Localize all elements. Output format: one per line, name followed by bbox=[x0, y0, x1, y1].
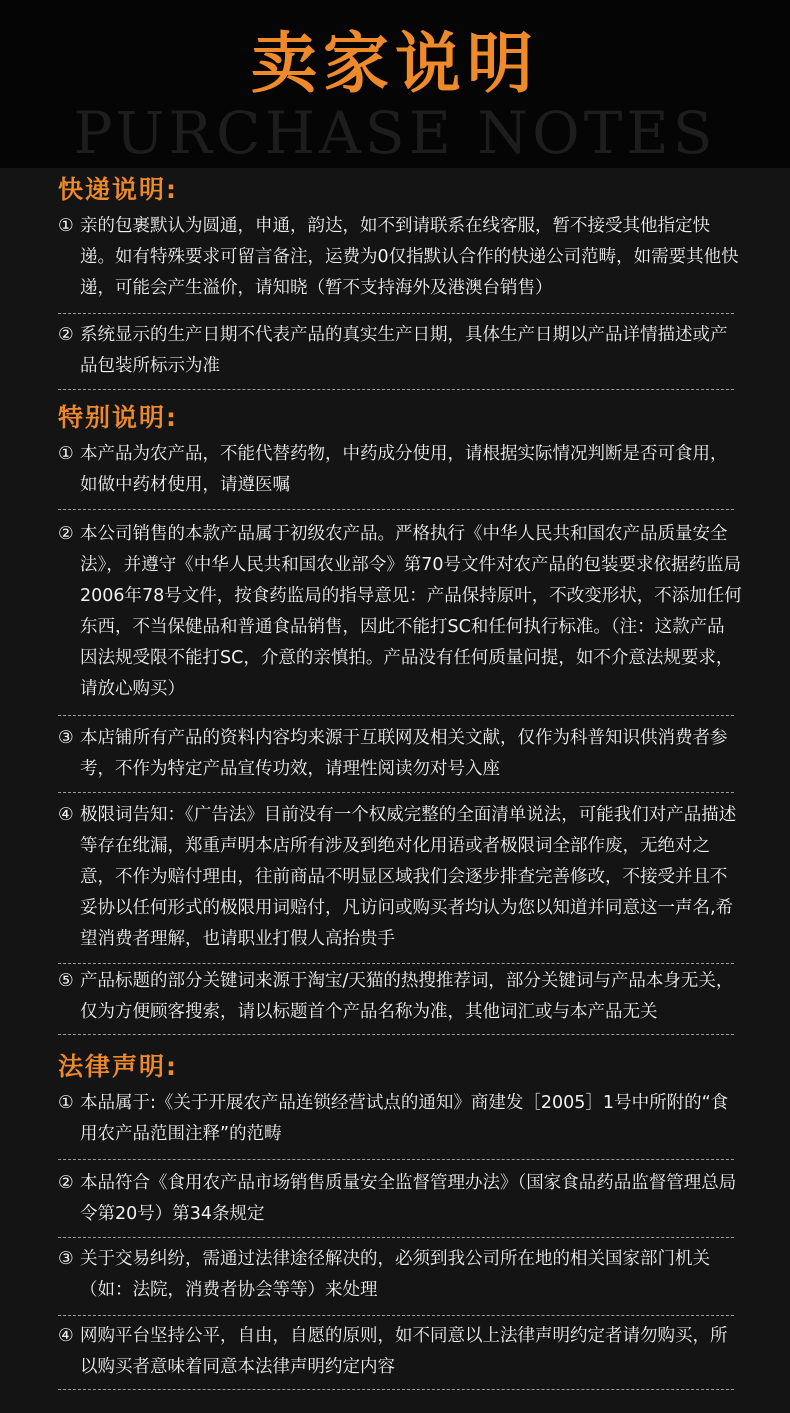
item-text: 产品标题的部分关键词来源于淘宝/天猫的热搜推荐词，部分关键词与产品本身无关，仅为方便顾客搜索，请以标题首个产品名称为准，其他词汇或与本产品无关 bbox=[80, 971, 734, 1022]
item-number: ③ bbox=[58, 728, 74, 748]
divider bbox=[58, 389, 734, 390]
divider bbox=[58, 792, 734, 793]
item-number: ④ bbox=[58, 1326, 74, 1346]
item-text: 系统显示的生产日期不代表产品的真实生产日期，具体生产日期以产品详情描述或产品包装所标示为准 bbox=[80, 325, 728, 376]
item-number: ⑤ bbox=[58, 971, 74, 991]
divider bbox=[58, 963, 734, 964]
header-banner bbox=[0, 0, 790, 168]
page-title: 卖家说明 bbox=[251, 25, 539, 102]
item-number: ③ bbox=[58, 1249, 74, 1269]
divider bbox=[58, 1315, 734, 1316]
item-number: ② bbox=[58, 325, 74, 345]
item-number: ② bbox=[58, 524, 74, 544]
item-text: 关于交易纠纷，需通过法律途径解决的，必须到我公司所在地的相关国家部门机关（如：法院，消费者协会等等）来处理 bbox=[80, 1249, 710, 1300]
divider bbox=[58, 1159, 734, 1160]
divider bbox=[58, 1237, 734, 1238]
header-subtitle: PURCHASE NOTES bbox=[73, 99, 717, 167]
item-number: ④ bbox=[58, 805, 74, 825]
item-text: 网购平台坚持公平，自由，自愿的原则，如不同意以上法律声明约定者请勿购买，所以购买者意味着同意本法律声明约定内容 bbox=[80, 1326, 728, 1377]
item-text: 本品属于:《关于开展农产品连锁经营试点的通知》商建发［2005］1号中所附的“食用农产品范围注释”的范畴 bbox=[80, 1093, 729, 1144]
item-number: ① bbox=[58, 216, 74, 236]
item-text: 本品符合《食用农产品市场销售质量安全监督管理办法》（国家食品药品监督管理总局令第20号）第34条规定 bbox=[80, 1173, 737, 1224]
divider bbox=[58, 1034, 734, 1035]
item-number: ① bbox=[58, 444, 74, 464]
item-text: 本公司销售的本款产品属于初级农产品。严格执行《中华人民共和国农产品质量安全法》，并遵守《中华人民共和国农业部令》第70号文件对农产品的包装要求依据药监局2006年78号文件，按食药监局的指导意见：产品保持原叶，不改变形状，不添加任何东西，不当保健品和普通食品销售，因此不能打SC和任何执行标准。（注：这款产品因法规受限不能打SC，介意的亲慎拍。产品没有任何质量问提，如不介意法规要求，请放心购买） bbox=[80, 524, 742, 699]
item-text: 极限词告知：《广告法》目前没有一个权威完整的全面清单说法，可能我们对产品描述等存在纰漏，郑重声明本店所有涉及到绝对化用语或者极限词全部作废，无绝对之意，不作为赔付理由，往前商品不明显区域我们会逐步排查完善修改，不接受并且不妥协以任何形式的极限用词赔付，凡访问或购买者均认为您以知道并同意这一声名,希望消费者理解，也请职业打假人高抬贵手 bbox=[80, 805, 737, 949]
section-title-shipping: 快递说明: bbox=[58, 175, 178, 204]
item-text: 亲的包裹默认为圆通，申通，韵达，如不到请联系在线客服，暂不接受其他指定快递。如有特殊要求可留言备注，运费为0仅指默认合作的快递公司范畴，如需要其他快递，可能会产生溢价，请知晓（暂不支持海外及港澳台销售） bbox=[80, 216, 739, 298]
divider bbox=[58, 715, 734, 716]
item-text: 本产品为农产品，不能代替药物，中药成分使用，请根据实际情况判断是否可食用，如做中药材使用，请遵医嘱 bbox=[80, 444, 728, 495]
item-number: ② bbox=[58, 1173, 74, 1193]
item-text: 本店铺所有产品的资料内容均来源于互联网及相关文献，仅作为科普知识供消费者参考，不作为特定产品宣传功效，请理性阅读勿对号入座 bbox=[80, 728, 728, 779]
section-title-special: 特别说明: bbox=[58, 403, 178, 432]
divider bbox=[58, 1389, 734, 1390]
divider bbox=[58, 509, 734, 510]
item-number: ① bbox=[58, 1093, 74, 1113]
divider bbox=[58, 313, 734, 314]
section-title-legal: 法律声明: bbox=[58, 1052, 178, 1081]
